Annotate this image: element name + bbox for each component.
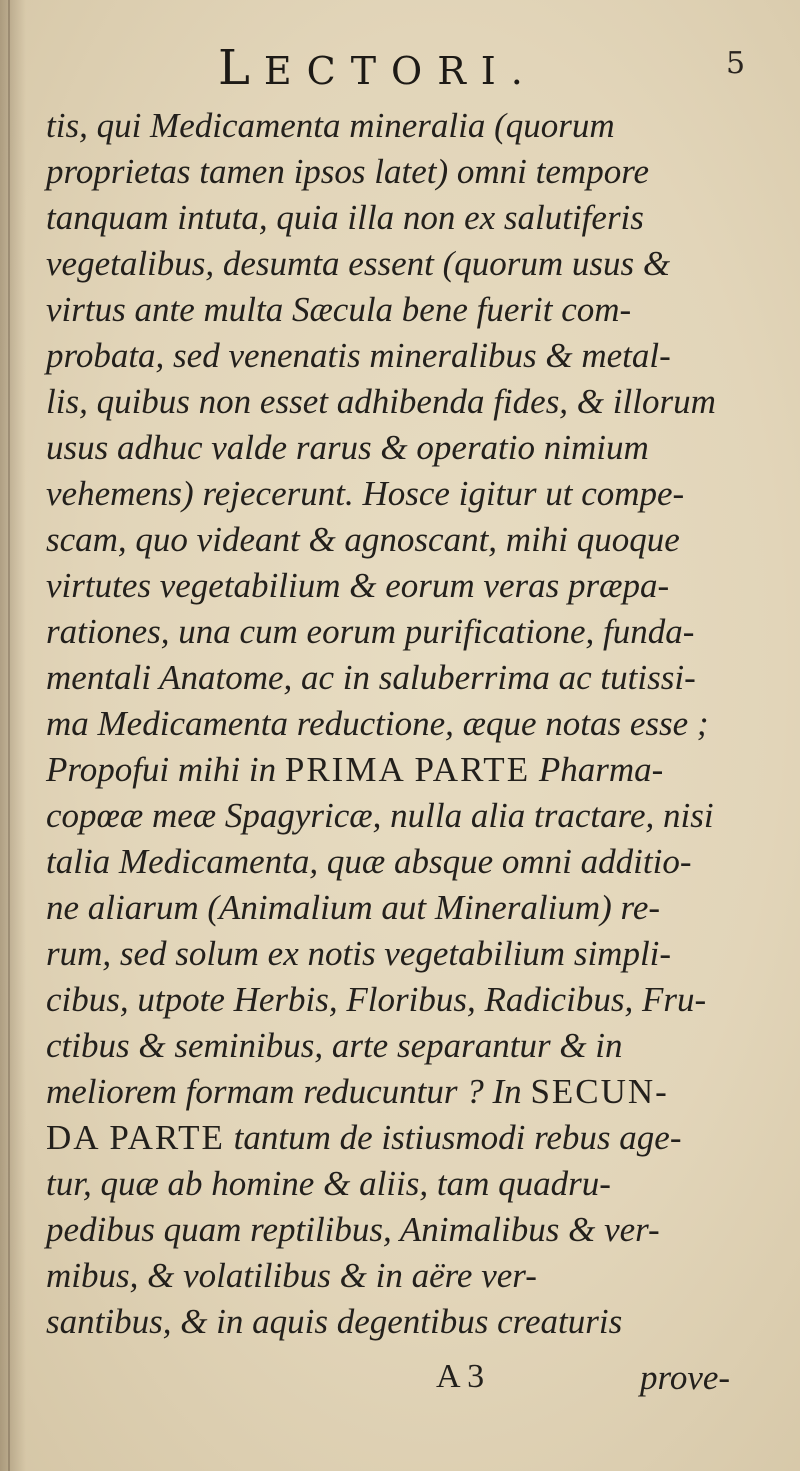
text-line: virtutes vegetabilium & eorum veras præpa- [46, 566, 670, 605]
page-edge [8, 0, 10, 1471]
text-line: talia Medicamenta, quæ absque omni additio- [46, 842, 692, 881]
running-head-rest: ECTORI. [263, 49, 538, 93]
text-line: probata, sed venenatis mineralibus & metal- [46, 336, 671, 375]
catchword: prove- [640, 1358, 731, 1397]
text-line: vehemens) rejecerunt. Hosce igitur ut compe- [46, 474, 685, 513]
text-line: scam, quo videant & agnoscant, mihi quoque [46, 520, 680, 559]
running-head [218, 40, 538, 96]
text-line: virtus ante multa Sæcula bene fuerit com- [46, 290, 632, 329]
text-line: copœæ meæ Spagyricæ, nulla alia tractare, nisi [46, 796, 714, 835]
text-line: meliorem formam reducuntur ? In SECUN- [46, 1072, 669, 1111]
running-head-initial: L [218, 40, 264, 96]
signature-mark: A 3 [436, 1358, 485, 1395]
text-line: DA PARTE tantum de istiusmodi rebus age- [46, 1118, 682, 1157]
text-line: ctibus & seminibus, arte separantur & in [46, 1026, 623, 1065]
text-line: santibus, & in aquis degentibus creaturis [46, 1302, 623, 1341]
text-line: tur, quæ ab homine & aliis, tam quadru- [46, 1164, 611, 1203]
text-line: Propofui mihi in PRIMA PARTE Pharma- [46, 750, 664, 789]
text-line: lis, quibus non esset adhibenda fides, & illorum [46, 382, 716, 421]
text-line: ma Medicamenta reductione, æque notas esse ; [46, 704, 709, 743]
text-line: proprietas tamen ipsos latet) omni tempore [46, 152, 650, 191]
text-line: usus adhuc valde rarus & operatio nimium [46, 428, 649, 467]
text-line: ne aliarum (Animalium aut Mineralium) re- [46, 888, 661, 927]
text-line: mibus, & volatilibus & in aëre ver- [46, 1256, 537, 1295]
text-line: rum, sed solum ex notis vegetabilium simpli- [46, 934, 672, 973]
text-line: cibus, utpote Herbis, Floribus, Radicibus, Fru- [46, 980, 707, 1019]
text-line: mentali Anatome, ac in saluberrima ac tutissi- [46, 658, 696, 697]
text-line: pedibus quam reptilibus, Animalibus & ver- [46, 1210, 660, 1249]
text-line: tis, qui Medicamenta mineralia (quorum [46, 106, 615, 145]
text-line: tanquam intuta, quia illa non ex salutiferis [46, 198, 644, 237]
text-line: rationes, una cum eorum purificatione, funda- [46, 612, 695, 651]
gutter-shadow [0, 0, 26, 1471]
text-line: vegetalibus, desumta essent (quorum usus & [46, 244, 671, 283]
page-number: 5 [726, 46, 746, 81]
